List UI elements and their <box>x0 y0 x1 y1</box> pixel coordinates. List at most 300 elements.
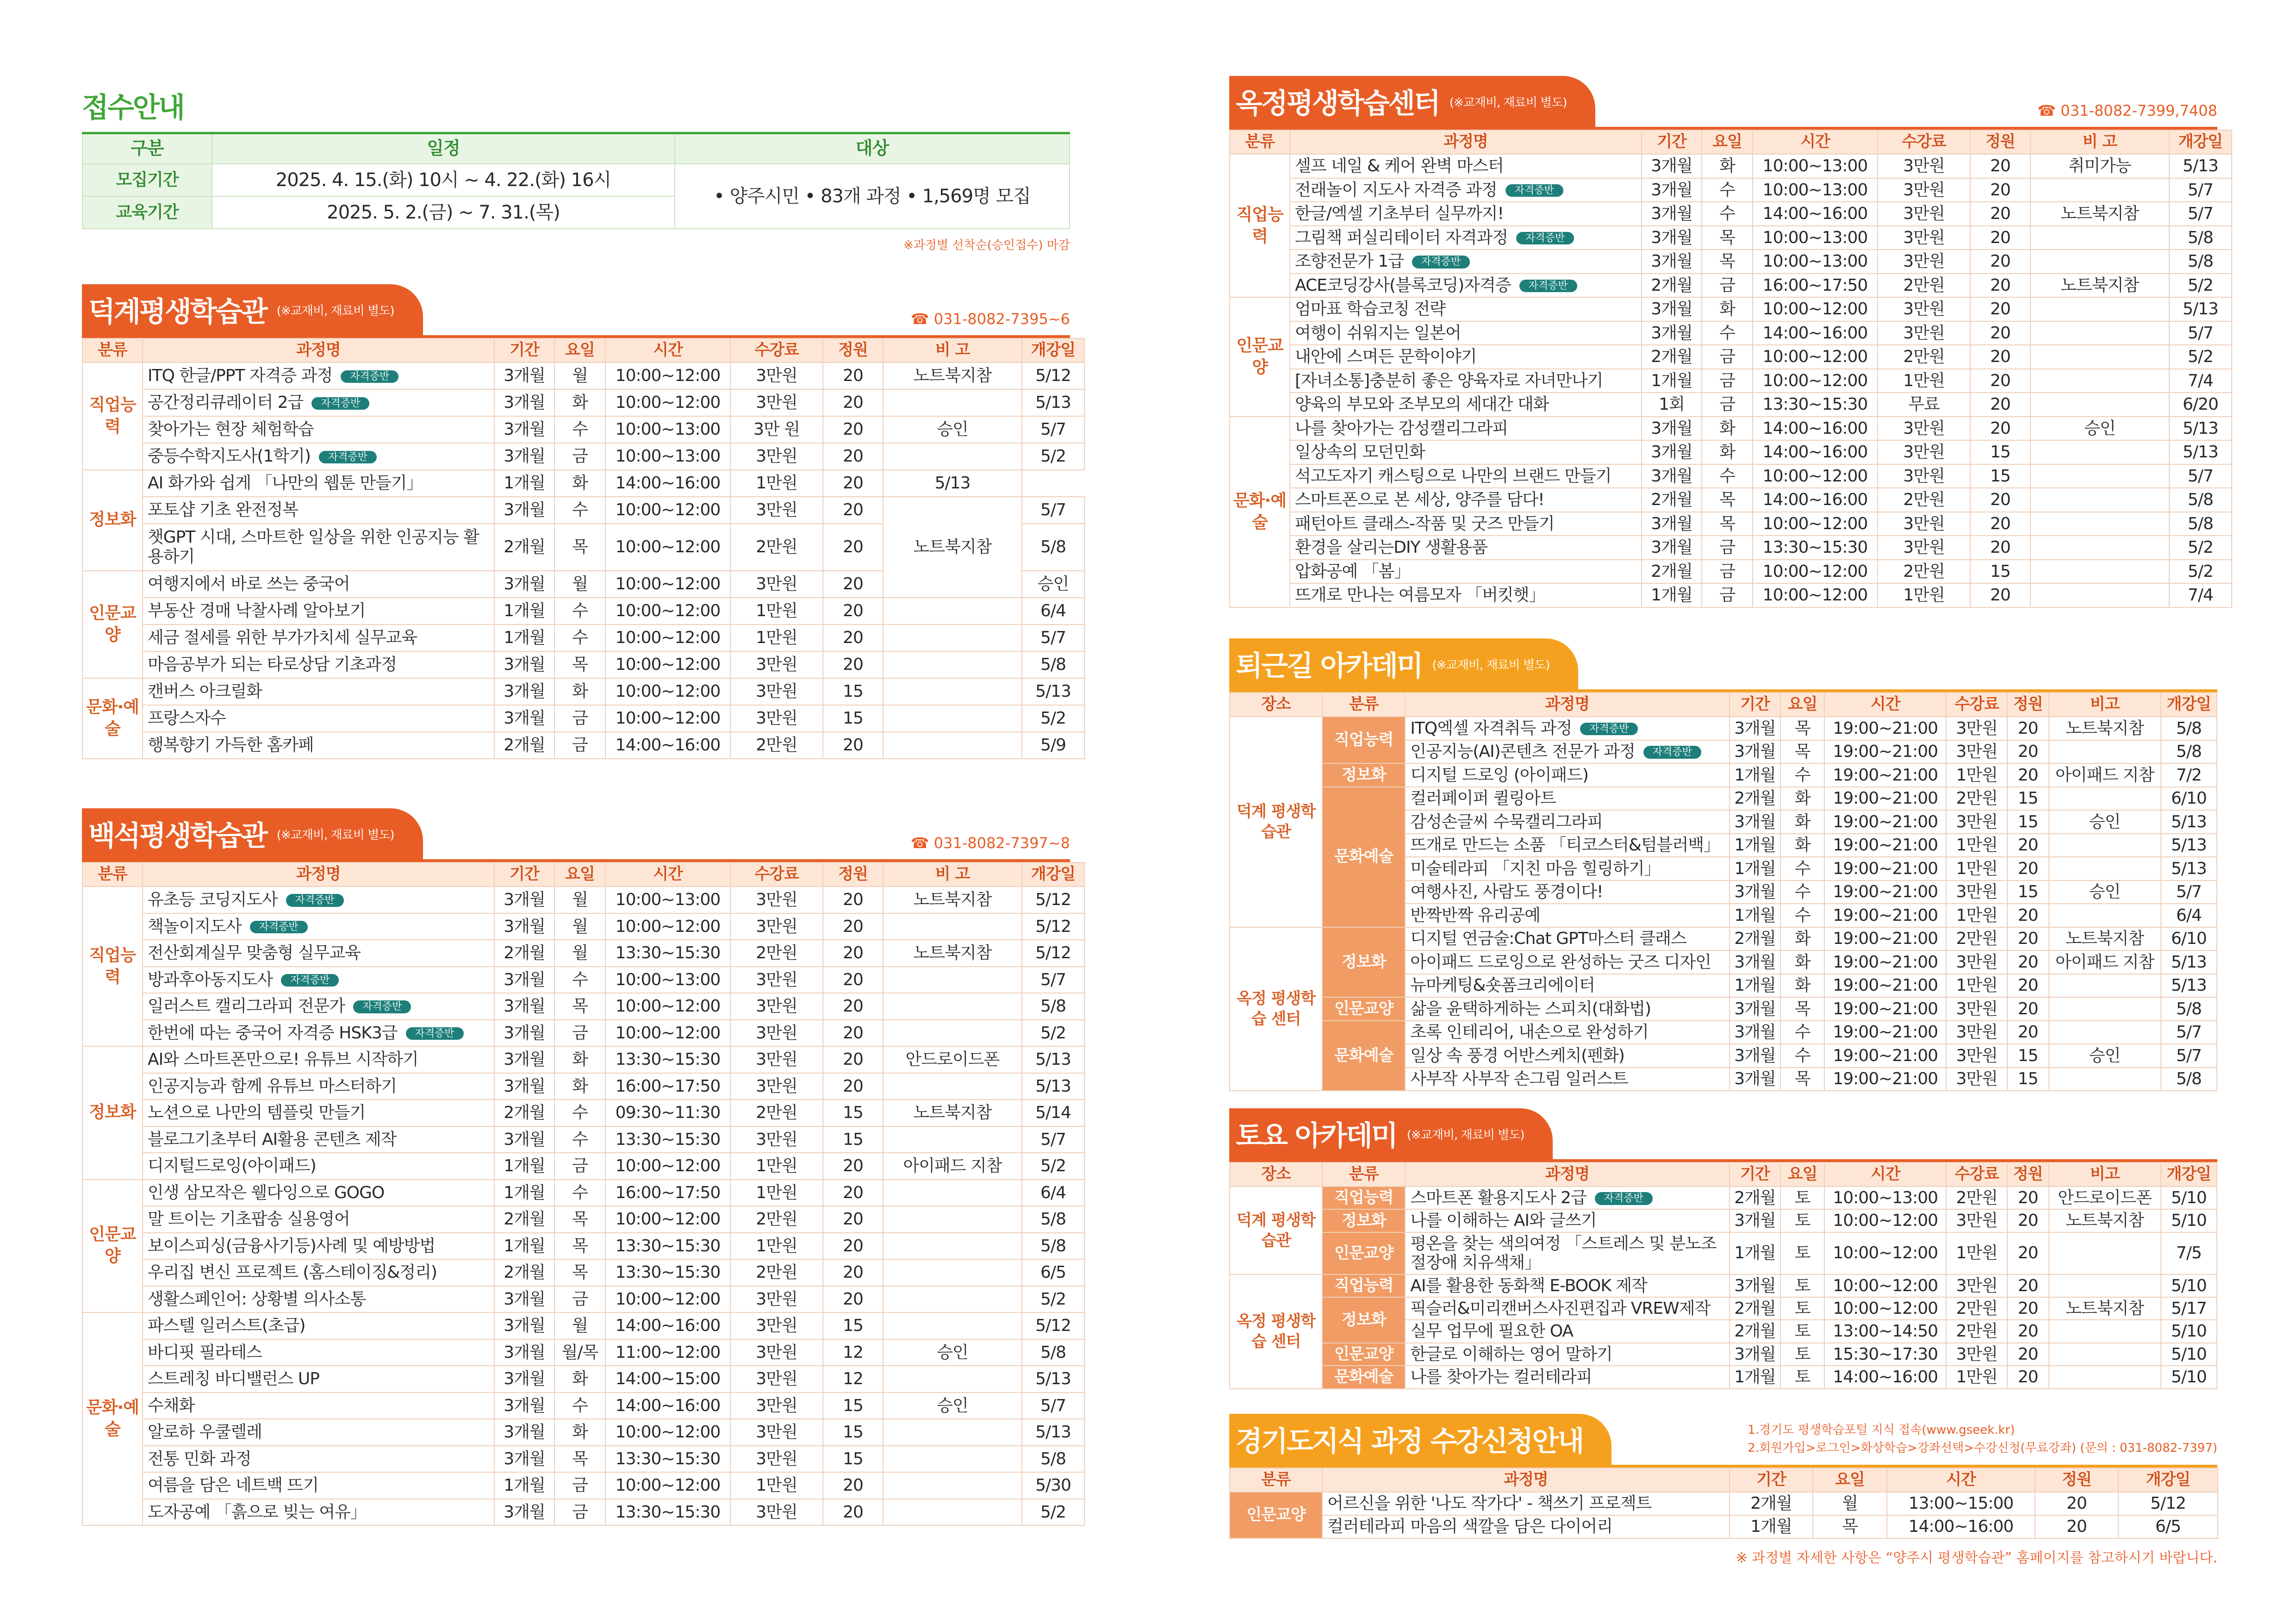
course-name <box>1405 881 1729 904</box>
course-name-text: 캔버스 아크릴화 <box>148 681 262 701</box>
gyeonggi-footer: ※ 과정별 자세한 사항은 “양주시 평생학습관” 홈페이지를 참고하시기 바랍니다. <box>1736 1550 2217 1566</box>
data-cell: 13:30~15:30 <box>605 1233 730 1260</box>
data-cell: 20 <box>1970 345 2030 369</box>
course-name-text: 말 트이는 기초팝송 실용영어 <box>148 1210 350 1229</box>
place-cell: 옥정 평생학습 센터 <box>1230 927 1322 1091</box>
column-header: 요일 <box>1813 1468 1887 1492</box>
note-cell <box>883 732 1022 759</box>
data-cell: 1만원 <box>730 470 823 497</box>
course-name-text: 엄마표 학습코칭 전략 <box>1295 300 1445 319</box>
note-cell: 승인 <box>2049 1044 2161 1068</box>
course-name <box>1405 997 1729 1021</box>
data-cell: 1개월 <box>494 1233 554 1260</box>
data-cell: 10:00~12:00 <box>605 913 730 940</box>
note-cell: 승인 <box>883 416 1022 443</box>
data-cell: 1개월 <box>494 1153 554 1180</box>
data-cell: 2만원 <box>1878 560 1970 584</box>
data-cell: 20 <box>2007 857 2049 881</box>
data-cell: 3개월 <box>494 1499 554 1526</box>
data-cell: 목 <box>1813 1515 1887 1538</box>
data-cell: 14:00~16:00 <box>1887 1515 2035 1538</box>
table-row <box>1230 345 2232 369</box>
course-name <box>1405 1209 1729 1232</box>
data-cell: 월 <box>554 362 605 389</box>
data-cell: 1만원 <box>730 1153 823 1180</box>
note-cell <box>2030 464 2169 488</box>
data-cell: 3개월 <box>494 967 554 993</box>
data-cell: 19:00~21:00 <box>1824 717 1946 740</box>
course-name <box>1405 1320 1729 1343</box>
reception-header: 구분 <box>82 133 212 164</box>
course-name <box>143 651 494 678</box>
data-cell: 11:00~12:00 <box>605 1339 730 1366</box>
note-cell <box>883 1366 1022 1393</box>
deokgye-tab <box>82 284 423 335</box>
column-header: 기간 <box>1642 130 1702 154</box>
note-cell: 노트북지참 <box>883 940 1022 967</box>
category-cell: 인문교양 <box>82 1180 143 1313</box>
note-cell <box>883 967 1022 993</box>
column-header: 분류 <box>1322 1162 1405 1187</box>
data-cell: 15 <box>823 1099 883 1126</box>
table-row <box>1230 178 2232 202</box>
data-cell: 19:00~21:00 <box>1824 1044 1946 1068</box>
data-cell: 2개월 <box>494 1259 554 1286</box>
column-header: 과정명 <box>1405 1162 1729 1187</box>
data-cell: 10:00~12:00 <box>1824 1274 1946 1297</box>
deokgye-title: 덕계평생학습관 <box>88 296 267 328</box>
course-name-text: 마음공부가 되는 타로상담 기초과정 <box>148 655 397 674</box>
note-cell: 아이패드 지참 <box>2049 763 2161 787</box>
note-cell: 노트북지참 <box>2030 274 2169 298</box>
course-name-text: 나를 찾아가는 감성캘리그라피 <box>1295 418 1508 438</box>
data-cell: 목 <box>1780 717 1824 740</box>
data-cell: 2개월 <box>1642 560 1702 584</box>
data-cell: 20 <box>1970 202 2030 226</box>
data-cell: 금 <box>554 1472 605 1499</box>
data-cell: 20 <box>823 1206 883 1233</box>
course-name <box>143 1286 494 1313</box>
data-cell: 14:00~16:00 <box>605 732 730 759</box>
data-cell: 목 <box>1780 1068 1824 1091</box>
data-cell: 화 <box>1702 154 1753 178</box>
data-cell: 금 <box>554 1153 605 1180</box>
data-cell: 1개월 <box>1730 904 1781 927</box>
table-row <box>1230 1492 2218 1515</box>
data-cell: 20 <box>823 416 883 443</box>
data-cell: 화 <box>554 678 605 705</box>
data-cell: 1개월 <box>1730 1515 1813 1538</box>
course-name-text: 조향전문가 1급 <box>1295 252 1404 271</box>
start-date-cell: 5/10 <box>2161 1209 2217 1232</box>
data-cell: 화 <box>1702 440 1753 464</box>
commute-tab <box>1229 638 1578 689</box>
course-name <box>143 362 494 389</box>
course-name-text: 바디핏 필라테스 <box>148 1343 262 1362</box>
course-name-text: 초록 인테리어, 내손으로 완성하기 <box>1410 1023 1649 1042</box>
data-cell: 19:00~21:00 <box>1824 810 1946 834</box>
gyeonggi-title: 경기도지식 과정 수강신청안내 <box>1236 1425 1583 1458</box>
data-cell: 20 <box>823 651 883 678</box>
start-date-cell: 5/8 <box>1022 1339 1084 1366</box>
category-cell: 정보화 <box>82 470 143 571</box>
course-name <box>1290 417 1642 441</box>
data-cell: 화 <box>1780 787 1824 811</box>
table-row <box>82 1286 1084 1313</box>
data-cell: 3개월 <box>494 887 554 913</box>
table-row <box>82 705 1084 732</box>
start-date-cell: 5/7 <box>2161 881 2217 904</box>
data-cell: 1회 <box>1642 393 1702 417</box>
data-cell: 10:00~12:00 <box>1753 297 1878 321</box>
data-cell: 3개월 <box>1730 1044 1781 1068</box>
table-row <box>82 1180 1084 1206</box>
data-cell: 3개월 <box>494 1286 554 1313</box>
start-date-cell: 5/13 <box>2161 857 2217 881</box>
commute-note: (※교재비, 재료비 별도) <box>1432 658 1550 672</box>
course-name-text: 공간정리큐레이터 2급 <box>148 393 304 412</box>
data-cell: 토 <box>1780 1320 1824 1343</box>
note-cell: 안드로이드폰 <box>883 1046 1022 1073</box>
data-cell: 10:00~12:00 <box>1753 464 1878 488</box>
column-header: 비고 <box>2049 693 2161 717</box>
data-cell: 1만원 <box>1946 834 2007 857</box>
table-row <box>82 1419 1084 1446</box>
data-cell: 19:00~21:00 <box>1824 1021 1946 1044</box>
start-date-cell: 5/12 <box>1022 887 1084 913</box>
data-cell: 1개월 <box>494 625 554 651</box>
data-cell: 금 <box>554 1020 605 1047</box>
data-cell: 10:00~13:00 <box>605 416 730 443</box>
data-cell: 20 <box>823 1286 883 1313</box>
data-cell: 3개월 <box>494 1126 554 1153</box>
start-date-cell: 5/14 <box>1022 1099 1084 1126</box>
data-cell: 10:00~12:00 <box>1824 1209 1946 1232</box>
note-cell <box>2030 369 2169 393</box>
start-date-cell: 5/10 <box>2161 1366 2217 1388</box>
recruit-schedule: 2025. 4. 15.(화) 10시 ~ 4. 22.(화) 16시 <box>212 164 675 196</box>
data-cell: 15 <box>823 1446 883 1473</box>
data-cell: 3만원 <box>730 993 823 1020</box>
certificate-badge: 자격증반 <box>311 397 369 410</box>
table-row <box>82 651 1084 678</box>
course-name <box>143 1153 494 1180</box>
data-cell: 20 <box>2007 950 2049 974</box>
data-cell: 15 <box>2007 810 2049 834</box>
course-name <box>143 1046 494 1073</box>
start-date-cell: 7/4 <box>2169 369 2232 393</box>
certificate-badge: 자격증반 <box>1506 184 1563 197</box>
table-row <box>82 1206 1084 1233</box>
course-name <box>1290 369 1642 393</box>
data-cell: 3만원 <box>730 1499 823 1526</box>
data-cell: 20 <box>2007 740 2049 764</box>
data-cell: 3만원 <box>1878 178 1970 202</box>
data-cell: 화 <box>1702 417 1753 441</box>
data-cell: 3개월 <box>1642 417 1702 441</box>
table-row <box>82 1259 1084 1286</box>
note-cell <box>883 1180 1022 1206</box>
note-cell <box>883 1419 1022 1446</box>
data-cell: 20 <box>823 443 883 470</box>
data-cell: 2만원 <box>1878 488 1970 512</box>
note-cell <box>2030 226 2169 250</box>
table-row <box>1230 274 2232 298</box>
course-name <box>143 1472 494 1499</box>
course-name <box>1290 488 1642 512</box>
start-date-cell: 5/13 <box>1022 1073 1084 1100</box>
data-cell: 3만원 <box>1946 717 2007 740</box>
certificate-badge: 자격증반 <box>286 894 344 906</box>
data-cell: 16:00~17:50 <box>605 1073 730 1100</box>
table-row <box>1230 1366 2217 1388</box>
table-row <box>1230 512 2232 536</box>
note-cell <box>2049 1021 2161 1044</box>
course-name <box>143 1020 494 1047</box>
certificate-badge: 자격증반 <box>250 921 308 933</box>
start-date-cell: 5/7 <box>2169 321 2232 345</box>
note-cell <box>2030 250 2169 274</box>
certificate-badge: 자격증반 <box>353 1000 411 1013</box>
data-cell: 3개월 <box>1642 297 1702 321</box>
column-header: 분류 <box>82 338 143 362</box>
data-cell: 3만원 <box>730 678 823 705</box>
table-row <box>1230 927 2217 951</box>
baekseok-table <box>82 862 1085 1526</box>
data-cell: 20 <box>2007 1320 2049 1343</box>
data-cell: 20 <box>1970 369 2030 393</box>
course-name <box>143 443 494 470</box>
course-name-text: 한번에 따는 중국어 자격증 HSK3급 <box>148 1023 398 1043</box>
note-cell: 아이패드 지참 <box>883 1153 1022 1180</box>
data-cell: 3개월 <box>494 1312 554 1339</box>
data-cell: 목 <box>554 1233 605 1260</box>
note-cell: 노트북지참 <box>2030 202 2169 226</box>
table-row <box>1230 321 2232 345</box>
data-cell: 1만원 <box>1946 1232 2007 1274</box>
course-name-text: 사부작 사부작 손그림 일러스트 <box>1410 1069 1628 1089</box>
course-name-text: 디지털 드로잉 (아이패드) <box>1410 765 1588 785</box>
category-cell: 문화·예술 <box>82 678 143 759</box>
data-cell: 20 <box>2007 904 2049 927</box>
data-cell: 목 <box>1702 226 1753 250</box>
data-cell: 2개월 <box>1642 488 1702 512</box>
data-cell: 3개월 <box>1642 250 1702 274</box>
data-cell: 수 <box>1780 1021 1824 1044</box>
certificate-badge: 자격증반 <box>406 1027 464 1040</box>
note-cell <box>2030 178 2169 202</box>
table-row <box>1230 226 2232 250</box>
course-name: 어르신을 위한 '나도 작가다' - 책쓰기 프로젝트 <box>1322 1492 1730 1515</box>
course-name <box>1405 974 1729 998</box>
data-cell: 1개월 <box>494 470 554 497</box>
data-cell: 화 <box>1780 810 1824 834</box>
data-cell: 3만원 <box>1946 1209 2007 1232</box>
data-cell: 3개월 <box>1730 717 1781 740</box>
data-cell: 20 <box>2007 1021 2049 1044</box>
data-cell: 10:00~12:00 <box>1824 1232 1946 1274</box>
data-cell: 금 <box>1702 583 1753 607</box>
data-cell: 수 <box>1780 1044 1824 1068</box>
deokgye-note: (※교재비, 재료비 별도) <box>276 304 394 318</box>
note-cell: 노트북지참 <box>883 497 1022 598</box>
data-cell: 화 <box>1780 950 1824 974</box>
start-date-cell: 5/13 <box>1022 678 1084 705</box>
note-cell <box>883 705 1022 732</box>
note-cell: 승인 <box>883 1339 1022 1366</box>
data-cell: 3만원 <box>1946 881 2007 904</box>
course-name-text: 여행이 쉬워지는 일본어 <box>1295 323 1461 343</box>
data-cell: 화 <box>554 470 605 497</box>
course-name <box>1290 321 1642 345</box>
table-row <box>82 1339 1084 1366</box>
data-cell: 토 <box>1780 1232 1824 1274</box>
table-row <box>1230 1232 2217 1274</box>
table-row <box>82 470 1084 497</box>
course-name <box>143 732 494 759</box>
course-name <box>143 389 494 416</box>
course-name-text: 우리집 변신 프로젝트 (홈스테이징&정리) <box>148 1263 437 1282</box>
course-name-text: 인공지능(AI)콘텐츠 전문가 과정 <box>1410 742 1635 762</box>
start-date-cell: 5/2 <box>2169 274 2232 298</box>
column-header: 비 고 <box>2030 130 2169 154</box>
column-header: 분류 <box>82 862 143 887</box>
data-cell: 3개월 <box>494 362 554 389</box>
gyeonggi-table <box>1229 1468 2218 1539</box>
data-cell: 3개월 <box>494 1046 554 1073</box>
course-name-text: 스마트폰으로 본 세상, 양주를 담다! <box>1295 490 1544 510</box>
data-cell: 3개월 <box>494 497 554 524</box>
commute-title: 퇴근길 아카데미 <box>1236 650 1422 682</box>
note-cell <box>883 678 1022 705</box>
baekseok-tab <box>82 808 423 859</box>
data-cell: 1만원 <box>1946 974 2007 998</box>
course-name-text: 평온을 찾는 색의여정 「스트레스 및 분노조절장애 치유색채」 <box>1410 1234 1717 1273</box>
okjeong-section <box>1229 79 2223 608</box>
start-date-cell: 5/7 <box>1022 497 1084 524</box>
commute-section <box>1229 641 2217 1091</box>
data-cell: 1만원 <box>730 1180 823 1206</box>
data-cell: 15 <box>2007 881 2049 904</box>
data-cell: 수 <box>1702 202 1753 226</box>
column-header: 비 고 <box>883 862 1022 887</box>
data-cell: 14:00~16:00 <box>1824 1366 1946 1388</box>
course-name <box>1290 345 1642 369</box>
data-cell: 3만원 <box>1878 512 1970 536</box>
table-row <box>82 993 1084 1020</box>
data-cell: 3만원 <box>1946 1044 2007 1068</box>
data-cell: 목 <box>1780 740 1824 764</box>
data-cell: 16:00~17:50 <box>1753 274 1878 298</box>
okjeong-phone: ☎ 031-8082-7399,7408 <box>2037 102 2217 119</box>
course-name-text: 석고도자기 캐스팅으로 나만의 브랜드 만들기 <box>1295 466 1612 486</box>
course-name <box>143 1366 494 1393</box>
edu-schedule: 2025. 5. 2.(금) ~ 7. 31.(목) <box>212 196 675 229</box>
category-cell: 문화·예술 <box>1230 417 1290 607</box>
data-cell: 12 <box>823 1339 883 1366</box>
course-name-text: 실무 업무에 필요한 OA <box>1410 1322 1574 1341</box>
course-name <box>143 1126 494 1153</box>
course-name-text: ITQ엑셀 자격취득 과정 <box>1410 718 1572 738</box>
data-cell: 3개월 <box>1730 810 1781 834</box>
start-date-cell: 5/12 <box>1022 362 1084 389</box>
course-name <box>1405 1274 1729 1297</box>
start-date-cell: 5/13 <box>2169 297 2232 321</box>
data-cell: 13:30~15:30 <box>1753 536 1878 560</box>
course-name <box>1405 763 1729 787</box>
data-cell: 1개월 <box>1730 763 1781 787</box>
data-cell: 3만원 <box>730 1020 823 1047</box>
category-cell: 인문교양 <box>1322 1343 1405 1366</box>
data-cell: 1만원 <box>1878 583 1970 607</box>
table-row <box>82 497 1084 524</box>
data-cell: 10:00~13:00 <box>1753 178 1878 202</box>
column-header: 개강일 <box>2161 1162 2217 1187</box>
course-name <box>1405 1232 1729 1274</box>
data-cell: 10:00~12:00 <box>605 705 730 732</box>
course-name-text: [자녀소통]충분히 좋은 양육자로 자녀만나기 <box>1295 371 1603 390</box>
data-cell: 1개월 <box>1730 1366 1781 1388</box>
category-cell: 정보화 <box>82 1046 143 1180</box>
course-name-text: 감성손글씨 수묵캘리그라피 <box>1410 812 1603 831</box>
note-cell <box>2049 1366 2161 1388</box>
table-row <box>82 1233 1084 1260</box>
column-header: 과정명 <box>143 338 494 362</box>
data-cell: 15 <box>1970 464 2030 488</box>
data-cell: 15 <box>823 1312 883 1339</box>
data-cell: 1만원 <box>730 1233 823 1260</box>
okjeong-table <box>1229 130 2232 608</box>
data-cell: 14:00~16:00 <box>605 1393 730 1419</box>
course-name-text: 픽슬러&미리캔버스사진편집과 VREW제작 <box>1410 1299 1711 1318</box>
data-cell: 14:00~16:00 <box>1753 440 1878 464</box>
course-name-text: 디지털드로잉(아이패드) <box>148 1156 316 1176</box>
start-date-cell: 5/2 <box>1022 1286 1084 1313</box>
column-header: 요일 <box>1780 1162 1824 1187</box>
start-date-cell: 5/7 <box>1022 416 1084 443</box>
data-cell: 3개월 <box>1642 512 1702 536</box>
table-row <box>82 598 1084 625</box>
course-name <box>1290 512 1642 536</box>
data-cell: 19:00~21:00 <box>1824 950 1946 974</box>
data-cell: 5/12 <box>2118 1492 2218 1515</box>
data-cell: 20 <box>823 1259 883 1286</box>
course-name <box>1405 1297 1729 1320</box>
data-cell: 월 <box>554 571 605 598</box>
data-cell: 목 <box>1780 997 1824 1021</box>
gyeonggi-step: 2.회원가입>로그인>화상학습>강좌선택>수강신청(무료강좌) (문의 : 031-8082-7397) <box>1748 1441 2217 1455</box>
data-cell: 3만원 <box>730 887 823 913</box>
course-name-text: 일상속의 모던민화 <box>1295 443 1425 462</box>
data-cell: 목 <box>554 651 605 678</box>
start-date-cell: 5/7 <box>2161 1044 2217 1068</box>
data-cell: 10:00~13:00 <box>1753 154 1878 178</box>
start-date-cell: 5/8 <box>1022 1446 1084 1473</box>
course-name-text: 세금 절세를 위한 부가가치세 실무교육 <box>148 628 417 647</box>
column-header: 개강일 <box>1022 338 1084 362</box>
note-cell <box>2049 1343 2161 1366</box>
certificate-badge: 자격증반 <box>1516 232 1574 244</box>
data-cell: 2만원 <box>1946 787 2007 811</box>
data-cell: 15 <box>2007 1068 2049 1091</box>
data-cell: 13:00~15:00 <box>1887 1492 2035 1515</box>
reception-target: • 양주시민 • 83개 과정 • 1,569명 모집 <box>675 164 1070 229</box>
data-cell: 금 <box>1702 274 1753 298</box>
data-cell: 화 <box>554 1419 605 1446</box>
data-cell: 12 <box>823 1366 883 1393</box>
category-cell: 정보화 <box>1322 1297 1405 1343</box>
data-cell: 1만원 <box>730 598 823 625</box>
